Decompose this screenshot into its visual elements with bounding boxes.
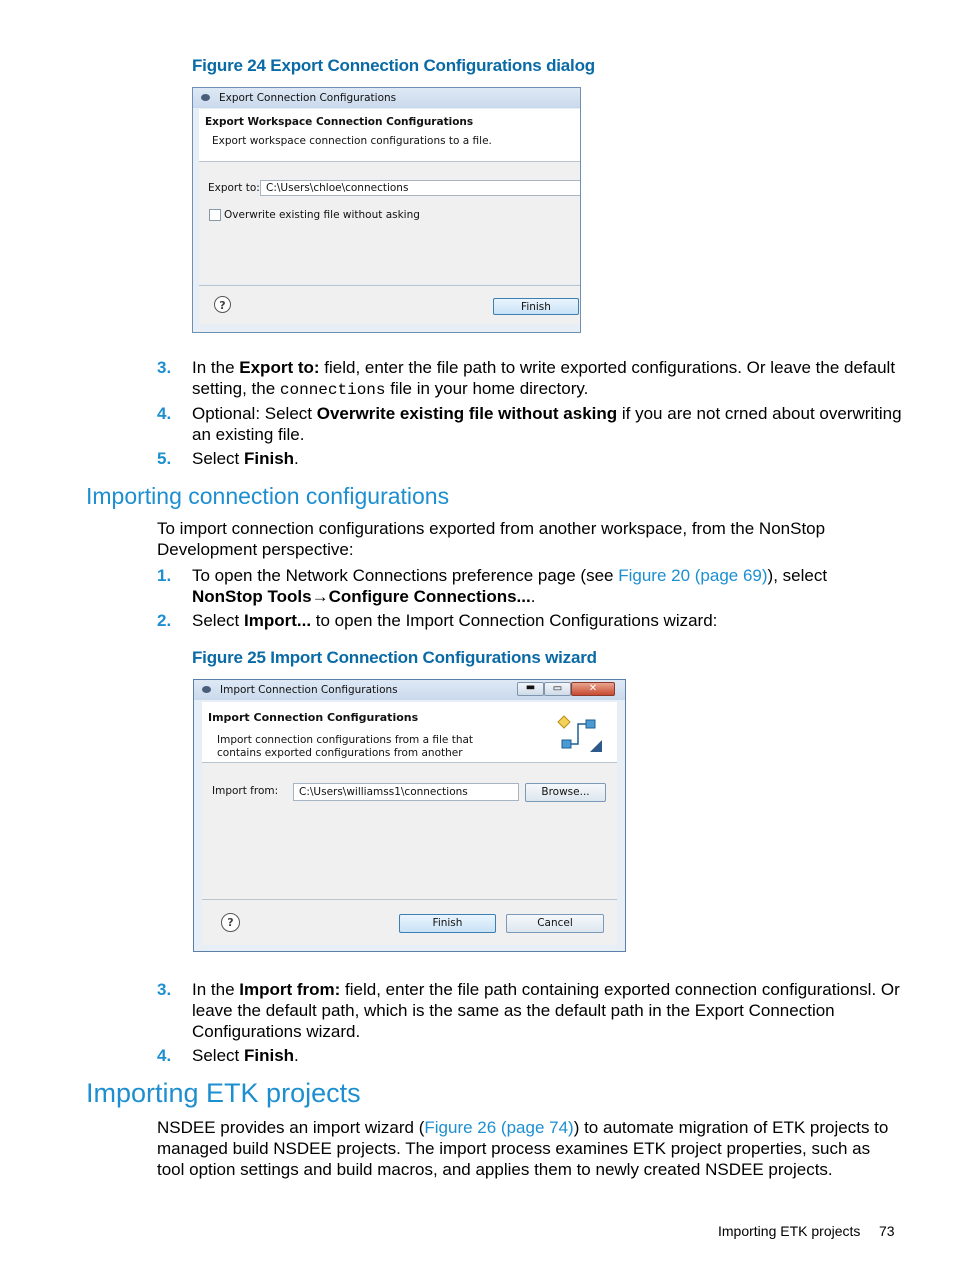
figure-24-caption: Figure 24 Export Connection Configurations dialog bbox=[192, 56, 595, 75]
step-text: field, enter the file path containing exported connection configurationsl. Or leave the default path, which is the same as the default path in the Export Connection Configurations wizard. bbox=[192, 980, 900, 1041]
section-heading-import-config: Importing connection configurations bbox=[86, 483, 450, 509]
step-number: 4. bbox=[157, 1046, 172, 1065]
connection-wizard-icon bbox=[556, 714, 604, 754]
section-heading-etk: Importing ETK projects bbox=[86, 1078, 361, 1108]
step-number: 3. bbox=[157, 358, 172, 377]
paragraph-text: NSDEE provides an import wizard ( bbox=[157, 1118, 425, 1137]
step-bold: Import... bbox=[243, 611, 312, 630]
help-icon[interactable]: ? bbox=[221, 913, 240, 932]
step-number: 2. bbox=[157, 611, 172, 630]
footer-section-title: Importing ETK projects bbox=[718, 1223, 861, 1239]
import-dialog-description-2: contains exported configurations from another bbox=[217, 747, 463, 759]
step-text: . bbox=[294, 449, 299, 468]
help-icon[interactable]: ? bbox=[214, 296, 231, 313]
arrow-icon: → bbox=[311, 587, 329, 606]
step-text: ), select bbox=[767, 566, 828, 585]
import-step-3 bbox=[157, 979, 902, 1042]
step-text: Select bbox=[192, 611, 244, 630]
figure-26-link[interactable]: Figure 26 (page 74) bbox=[424, 1118, 574, 1137]
close-icon[interactable]: ✕ bbox=[571, 682, 615, 696]
export-step-5 bbox=[157, 448, 902, 469]
finish-button[interactable]: Finish bbox=[399, 914, 496, 933]
import-step-4 bbox=[157, 1045, 902, 1066]
export-dialog-description: Export workspace connection configurations to a file. bbox=[212, 135, 492, 147]
import-config-step-2 bbox=[157, 610, 902, 631]
export-to-label: Export to: bbox=[208, 182, 260, 194]
page-number: 73 bbox=[879, 1223, 895, 1239]
step-bold: Finish bbox=[243, 449, 295, 468]
import-dialog-description-1: Import connection configurations from a file that bbox=[217, 734, 474, 746]
step-bold: Import from: bbox=[239, 980, 341, 999]
window-icon bbox=[202, 686, 211, 693]
step-code: connections bbox=[279, 381, 386, 399]
step-text: Optional: Select bbox=[192, 404, 317, 423]
step-text: . bbox=[530, 587, 536, 606]
step-text: file in your home directory. bbox=[385, 379, 589, 398]
step-text: . bbox=[294, 1046, 299, 1065]
figure-25-caption: Figure 25 Import Connection Configurations wizard bbox=[192, 648, 597, 667]
step-number: 5. bbox=[157, 449, 172, 468]
import-dialog bbox=[193, 679, 626, 952]
export-dialog-title: Export Connection Configurations bbox=[219, 92, 397, 104]
export-to-field[interactable]: C:\Users\chloe\connections bbox=[260, 180, 581, 196]
finish-button[interactable]: Finish bbox=[493, 298, 579, 315]
export-step-4 bbox=[157, 403, 902, 445]
export-dialog-titlebar bbox=[193, 88, 580, 108]
overwrite-checkbox[interactable] bbox=[209, 209, 221, 221]
step-bold: Finish bbox=[243, 1046, 295, 1065]
overwrite-checkbox-label: Overwrite existing file without asking bbox=[224, 209, 420, 221]
step-bold: Export to: bbox=[239, 358, 320, 377]
step-number: 3. bbox=[157, 980, 172, 999]
step-text: In the bbox=[192, 980, 240, 999]
import-button-bar bbox=[202, 900, 617, 945]
step-number: 1. bbox=[157, 566, 172, 585]
export-dialog-heading: Export Workspace Connection Configurations bbox=[205, 116, 474, 128]
step-bold: Overwrite existing file without asking bbox=[316, 404, 618, 423]
import-from-label: Import from: bbox=[212, 785, 279, 797]
step-text: Select bbox=[192, 449, 244, 468]
paragraph-text: ) to automate migration of ETK projects to managed build NSDEE projects. The import process examines ETK project properties, such as tool option settings and build macros, and applies them to newly created NSDEE projects. bbox=[157, 1118, 889, 1179]
import-from-field[interactable]: C:\Users\williamss1\connections bbox=[293, 783, 519, 801]
step-text: field, enter the file path to write exported configurations. Or leave the default setting, the bbox=[192, 358, 896, 398]
minimize-button[interactable]: ▬ bbox=[517, 682, 544, 696]
step-text: Select bbox=[192, 1046, 244, 1065]
step-text: to open the Import Connection Configurations wizard: bbox=[311, 611, 718, 630]
step-number: 4. bbox=[157, 404, 172, 423]
etk-paragraph bbox=[157, 1117, 897, 1180]
step-bold: Configure Connections... bbox=[328, 587, 531, 606]
import-dialog-heading: Import Connection Configurations bbox=[208, 711, 419, 724]
figure-20-link[interactable]: Figure 20 (page 69) bbox=[618, 566, 768, 585]
import-config-intro: To import connection configurations exported from another workspace, from the NonStop Development perspective: bbox=[157, 519, 826, 559]
browse-button[interactable]: Browse... bbox=[525, 783, 606, 802]
export-button-bar bbox=[199, 286, 580, 324]
export-dialog bbox=[192, 87, 581, 333]
maximize-button[interactable]: ▭ bbox=[544, 682, 571, 696]
import-header-panel bbox=[202, 702, 617, 762]
import-dialog-titlebar bbox=[194, 680, 625, 700]
export-step-3 bbox=[157, 357, 902, 401]
step-bold: NonStop Tools bbox=[192, 587, 312, 606]
export-body-panel bbox=[199, 162, 580, 284]
cancel-button[interactable]: Cancel bbox=[506, 914, 604, 933]
step-text: In the bbox=[192, 358, 240, 377]
window-icon bbox=[201, 94, 210, 101]
step-text: if you are not crned about overwriting an existing file. bbox=[192, 404, 902, 444]
import-dialog-title: Import Connection Configurations bbox=[220, 684, 398, 696]
export-header-panel bbox=[199, 109, 580, 161]
import-body-panel bbox=[202, 763, 617, 899]
import-config-step-1 bbox=[157, 565, 902, 607]
step-text: To open the Network Connections preference page (see bbox=[192, 566, 619, 585]
